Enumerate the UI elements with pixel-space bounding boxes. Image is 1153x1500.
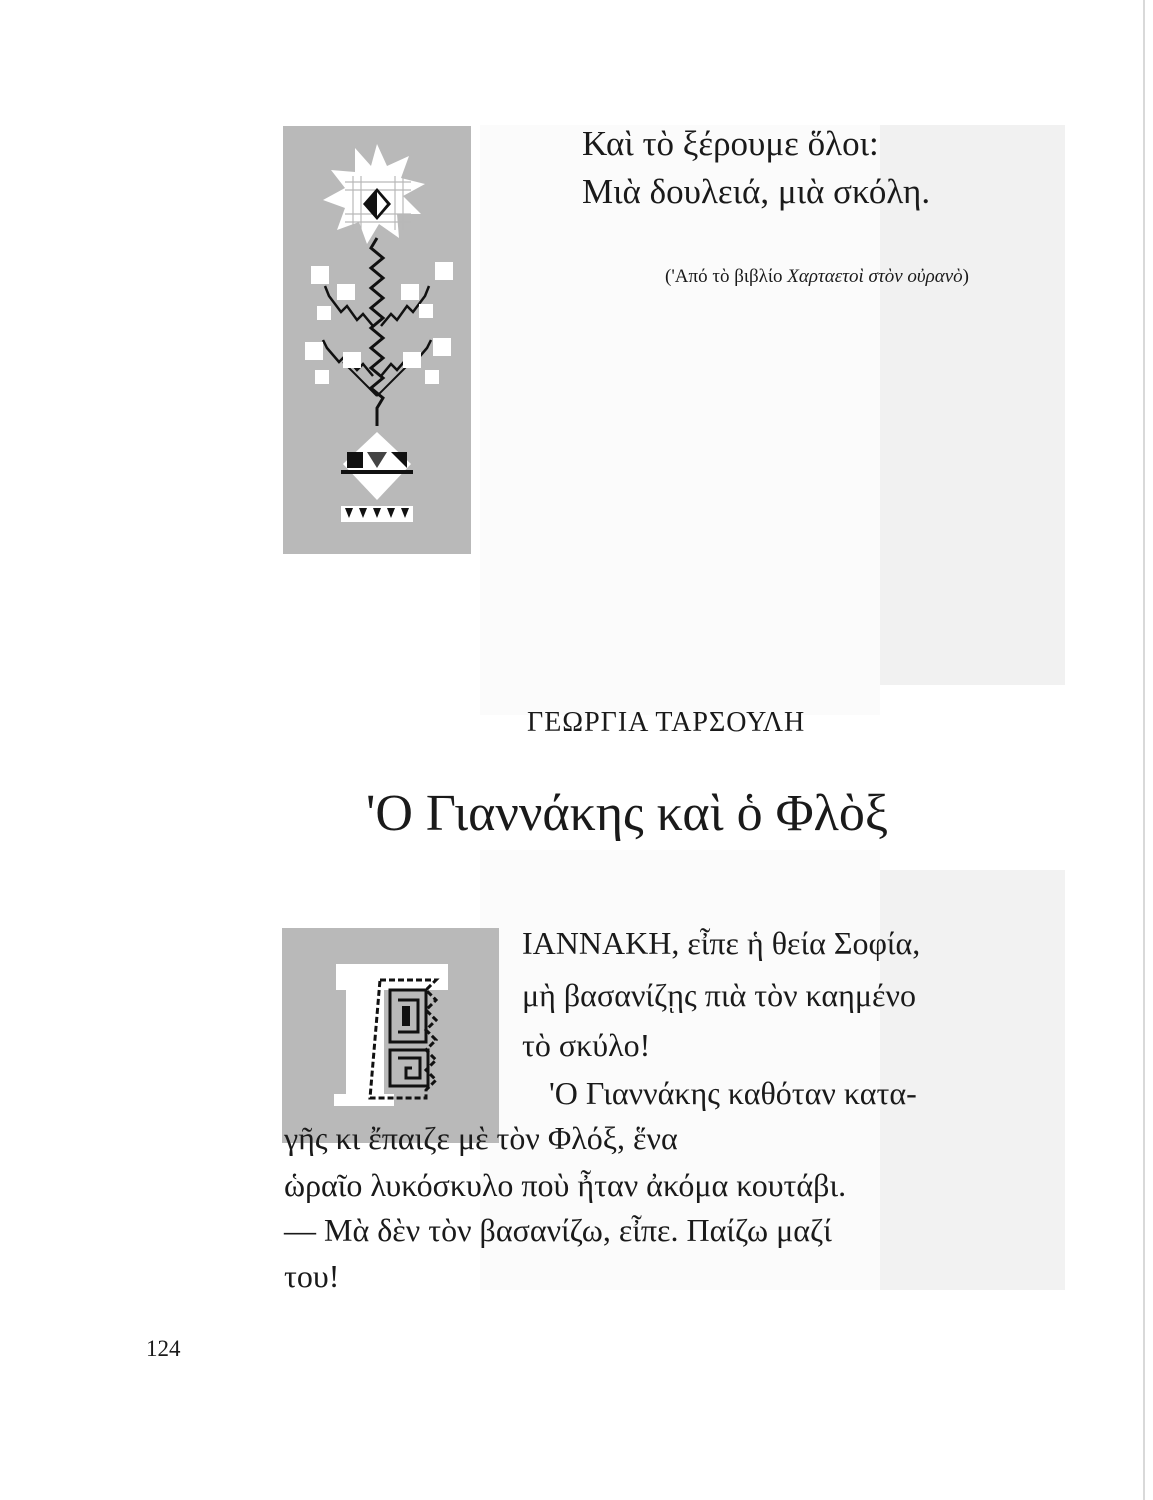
source-book-title: Χαρταετοὶ στὸν οὐρανὸ [787, 266, 963, 287]
source-suffix: ) [962, 266, 969, 287]
poem-line: Μιὰ δουλειά, μιὰ σκόλη. [582, 172, 931, 211]
story-line: 'Ο Γιαννάκης καθόταν κατα- [549, 1075, 917, 1111]
story-line: — Μὰ δὲν τὸν βασανίζω, εἶπε. Παίζω μαζί [284, 1212, 832, 1248]
story-line: τὸ σκύλο! [522, 1027, 651, 1063]
story-line: του! [284, 1258, 340, 1294]
story-line: γῆς κι ἔπαιζε μὲ τὸν Φλόξ, ἕνα [284, 1120, 678, 1156]
decorated-letter-G-icon [282, 928, 499, 1143]
page-edge [1143, 0, 1145, 1500]
poem-source [665, 266, 969, 288]
poem-excerpt [582, 120, 930, 216]
story-line: ὡραῖο λυκόσκυλο ποὺ ἦταν ἀκόμα κουτάβι. [284, 1167, 847, 1203]
story-line: ΙΑΝΝΑΚΗ, εἶπε ἡ θεία Σοφία, [522, 925, 921, 961]
story-line: μὴ βασανίζῃς πιὰ τὸν καημένο [522, 977, 916, 1013]
author-name: ΓΕΩΡΓΙΑ ΤΑΡΣΟΥΛΗ [527, 707, 806, 738]
flower-vase-ornament-icon [283, 126, 471, 554]
story-title: 'Ο Γιαννάκης καὶ ὁ Φλὸξ [366, 785, 889, 842]
source-prefix: ('Από τὸ βιβλίο [665, 266, 788, 287]
page-number: 124 [146, 1336, 181, 1361]
poem-line: Καὶ τὸ ξέρουμε ὅλοι: [582, 124, 879, 163]
